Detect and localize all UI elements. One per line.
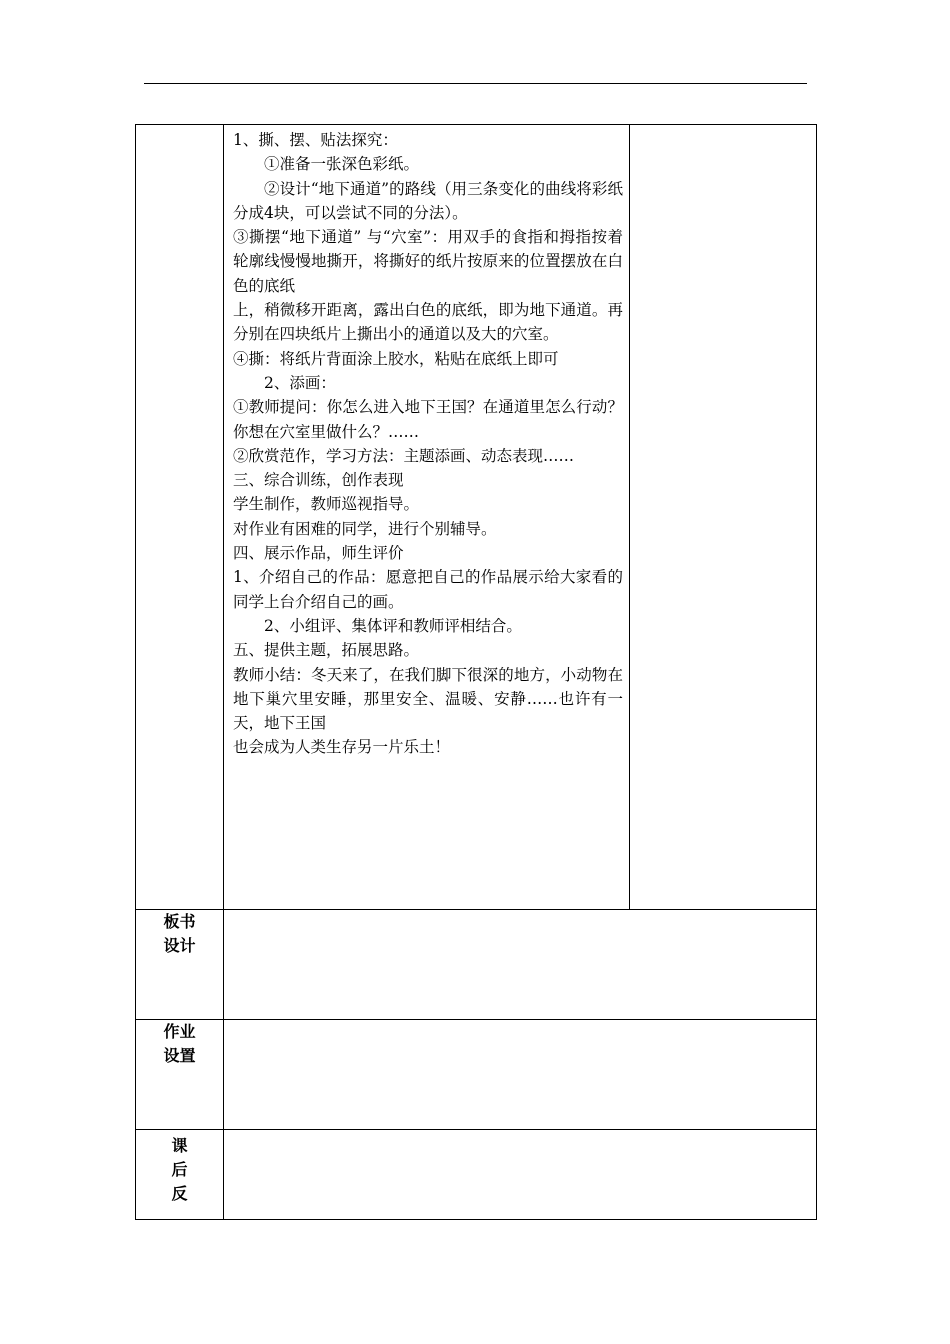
reflection-row bbox=[136, 1130, 817, 1220]
content-line: ③撕摆“地下通道” 与“穴室”：用双手的食指和拇指按着轮廓线慢慢地撕开，将撕好的纸片按原来的位置摆放在白色的底纸 bbox=[233, 228, 623, 295]
reflection-label: 课 后 反 bbox=[136, 1130, 224, 1220]
content-line: ①教师提问：你怎么进入地下王国？在通道里怎么行动？你想在穴室里做什么？…… bbox=[233, 398, 623, 441]
process-content-cell bbox=[224, 125, 630, 910]
homework-label: 作业 设置 bbox=[136, 1020, 224, 1130]
header-rule bbox=[144, 83, 807, 84]
content-line: 学生制作，教师巡视指导。 bbox=[233, 495, 420, 514]
content-line: ②设计“地下通道”的路线（用三条变化的曲线将彩纸分成4块，可以尝试不同的分法）。 bbox=[233, 179, 623, 222]
content-line: 四、展示作品，师生评价 bbox=[233, 544, 404, 563]
notes-cell bbox=[630, 125, 817, 910]
content-line: 也会成为人类生存另一片乐土！ bbox=[233, 738, 451, 757]
content-line: 对作业有困难的同学，进行个别辅导。 bbox=[233, 519, 497, 538]
board-design-label: 板书 设计 bbox=[136, 910, 224, 1020]
board-design-row bbox=[136, 910, 817, 1020]
content-line: 2、添画： bbox=[264, 373, 336, 392]
content-line: 三、综合训练，创作表现 bbox=[233, 471, 404, 490]
process-row bbox=[136, 125, 817, 910]
homework-content bbox=[224, 1020, 817, 1130]
content-line: 五、提供主题，拓展思路。 bbox=[233, 641, 420, 660]
content-line: 教师小结：冬天来了，在我们脚下很深的地方，小动物在地下巢穴里安睡，那里安全、温暖、安静……也许有一天，地下王国 bbox=[233, 665, 623, 733]
homework-row bbox=[136, 1020, 817, 1130]
content-line: ②欣赏范作，学习方法：主题添画、动态表现…… bbox=[233, 446, 575, 465]
content-line: 1、撕、摆、贴法探究： bbox=[233, 131, 398, 149]
content-line: ①准备一张深色彩纸。 bbox=[264, 155, 420, 174]
teaching-process-text bbox=[224, 125, 629, 760]
content-line: 1、介绍自己的作品：愿意把自己的作品展示给大家看的同学上台介绍自己的画。 bbox=[233, 568, 623, 611]
content-line: 2、小组评、集体评和教师评相结合。 bbox=[264, 616, 522, 635]
lesson-plan-table bbox=[135, 124, 817, 1220]
content-line: ④撕：将纸片背面涂上胶水，粘贴在底纸上即可 bbox=[233, 349, 559, 368]
reflection-content bbox=[224, 1130, 817, 1220]
board-design-content bbox=[224, 910, 817, 1020]
process-label-cell bbox=[136, 125, 224, 910]
content-line: 上，稍微移开距离，露出白色的底纸，即为地下通道。再分别在四块纸片上撕出小的通道以及大的穴室。 bbox=[233, 301, 623, 344]
